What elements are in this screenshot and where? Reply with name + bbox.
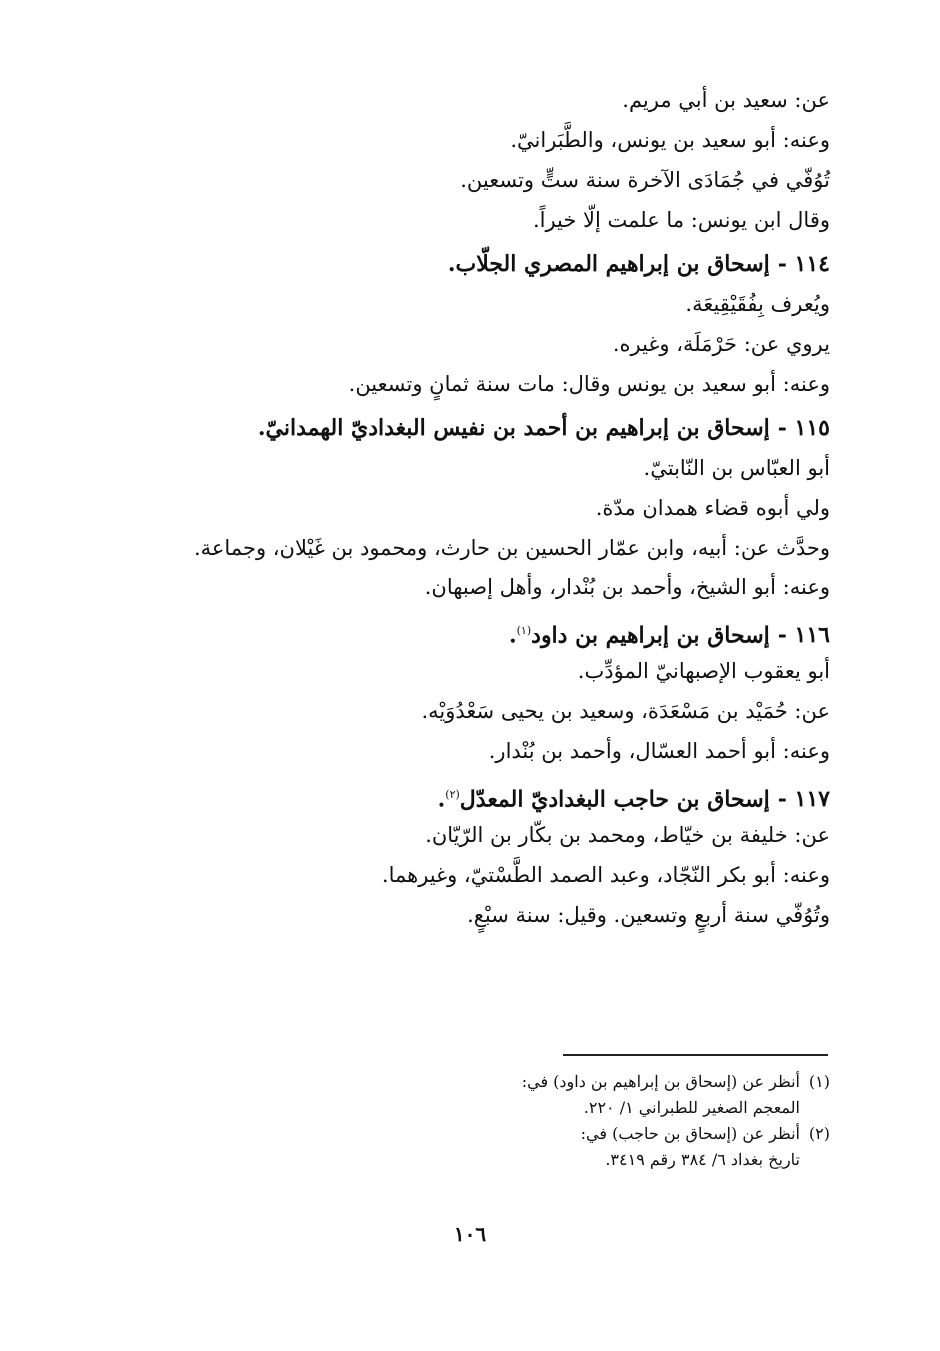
title-end: . xyxy=(508,622,517,649)
text-line: وعنه: أبو سعيد بن يونس وقال: مات سنة ثمانٍ وتسعين. xyxy=(348,372,830,396)
footnote-reference[interactable]: (٢) xyxy=(445,788,460,801)
text-line: أبو العبّاس بن النّابتيّ. xyxy=(643,456,830,480)
title-end: . xyxy=(437,786,446,813)
entry-heading-115 xyxy=(118,404,830,448)
text-line: وعنه: أبو الشيخ، وأحمد بن بُنْدار، وأهل إصبهان. xyxy=(424,575,830,599)
entry-number: ١١٦ - xyxy=(777,622,830,649)
page-number: ١٠٦ xyxy=(453,1222,487,1246)
text-line: وتُوُفّي سنة أربعٍ وتسعين. وقيل: سنة سبْعٍ. xyxy=(467,903,830,927)
text-line: وحدَّث عن: أبيه، وابن عمّار الحسين بن حارث، ومحمود بن غَيْلان، وجماعة. xyxy=(193,536,830,560)
text-line: وقال ابن يونس: ما علمت إلّا خيراً. xyxy=(532,208,830,232)
footnote-1-source: المعجم الصغير للطبراني ١/ ٢٢٠. xyxy=(583,1098,800,1117)
entry-heading-114 xyxy=(118,240,830,284)
entry-title: إسحاق بن إبراهيم المصري الجلّاب. xyxy=(447,251,770,277)
text-line: عن: سعيد بن أبي مريم. xyxy=(622,88,830,112)
text-line: ولي أبوه قضاء همدان مدّة. xyxy=(595,496,830,520)
footnote-mark: (٢) xyxy=(808,1124,830,1143)
entry-heading-117 xyxy=(118,771,830,815)
entry-heading-116 xyxy=(118,607,830,651)
text-line: وعنه: أبو أحمد العسّال، وأحمد بن بُنْدار. xyxy=(488,739,830,763)
text-line: عن: حُمَيْد بن مَسْعَدَة، وسعيد بن يحيى سَعْدُوَيْه. xyxy=(421,699,830,723)
entry-title: إسحاق بن إبراهيم بن داود xyxy=(531,622,770,649)
page-body xyxy=(118,80,830,935)
entry-title: إسحاق بن حاجب البغداديّ المعدّل xyxy=(459,786,770,813)
text-line: وعنه: أبو سعيد بن يونس، والطَّبَرانيّ. xyxy=(510,128,830,152)
text-line: عن: خليفة بن خيّاط، ومحمد بن بكّار بن الرّيّان. xyxy=(425,823,830,847)
entry-number: ١١٥ - xyxy=(777,415,830,441)
text-line: وعنه: أبو بكر النّجّاد، وعبد الصمد الطَّسْتيّ، وغيرهما. xyxy=(381,863,830,887)
footnote-text: أنظر عن (إسحاق بن إبراهيم بن داود) في: xyxy=(521,1072,800,1091)
footnote-reference[interactable]: (١) xyxy=(516,624,532,637)
footnote-mark: (١) xyxy=(808,1072,830,1091)
footnote-divider xyxy=(563,1054,828,1056)
footnote-text: أنظر عن (إسحاق بن حاجب) في: xyxy=(580,1124,800,1143)
footnote-2-source: تاريخ بغداد ٦/ ٣٨٤ رقم ٣٤١٩. xyxy=(605,1150,800,1169)
footnote-2 xyxy=(400,1124,830,1150)
text-line: أبو يعقوب الإصبهانيّ المؤدِّب. xyxy=(577,659,830,683)
text-line: ويُعرف بِفُقَيْقِيعَة. xyxy=(685,292,830,316)
text-line: يروي عن: حَرْمَلَة، وغيره. xyxy=(612,332,830,356)
footnote-1 xyxy=(400,1072,830,1098)
entry-number: ١١٧ - xyxy=(777,786,830,813)
text-line: تُوُفّي في جُمَادَى الآخرة سنة ستٍّ وتسعين. xyxy=(460,168,830,192)
footnotes xyxy=(400,1072,830,1176)
entry-title: إسحاق بن إبراهيم بن أحمد بن نفيس البغداديّ الهمدانيّ. xyxy=(257,415,770,441)
entry-number: ١١٤ - xyxy=(777,251,830,277)
